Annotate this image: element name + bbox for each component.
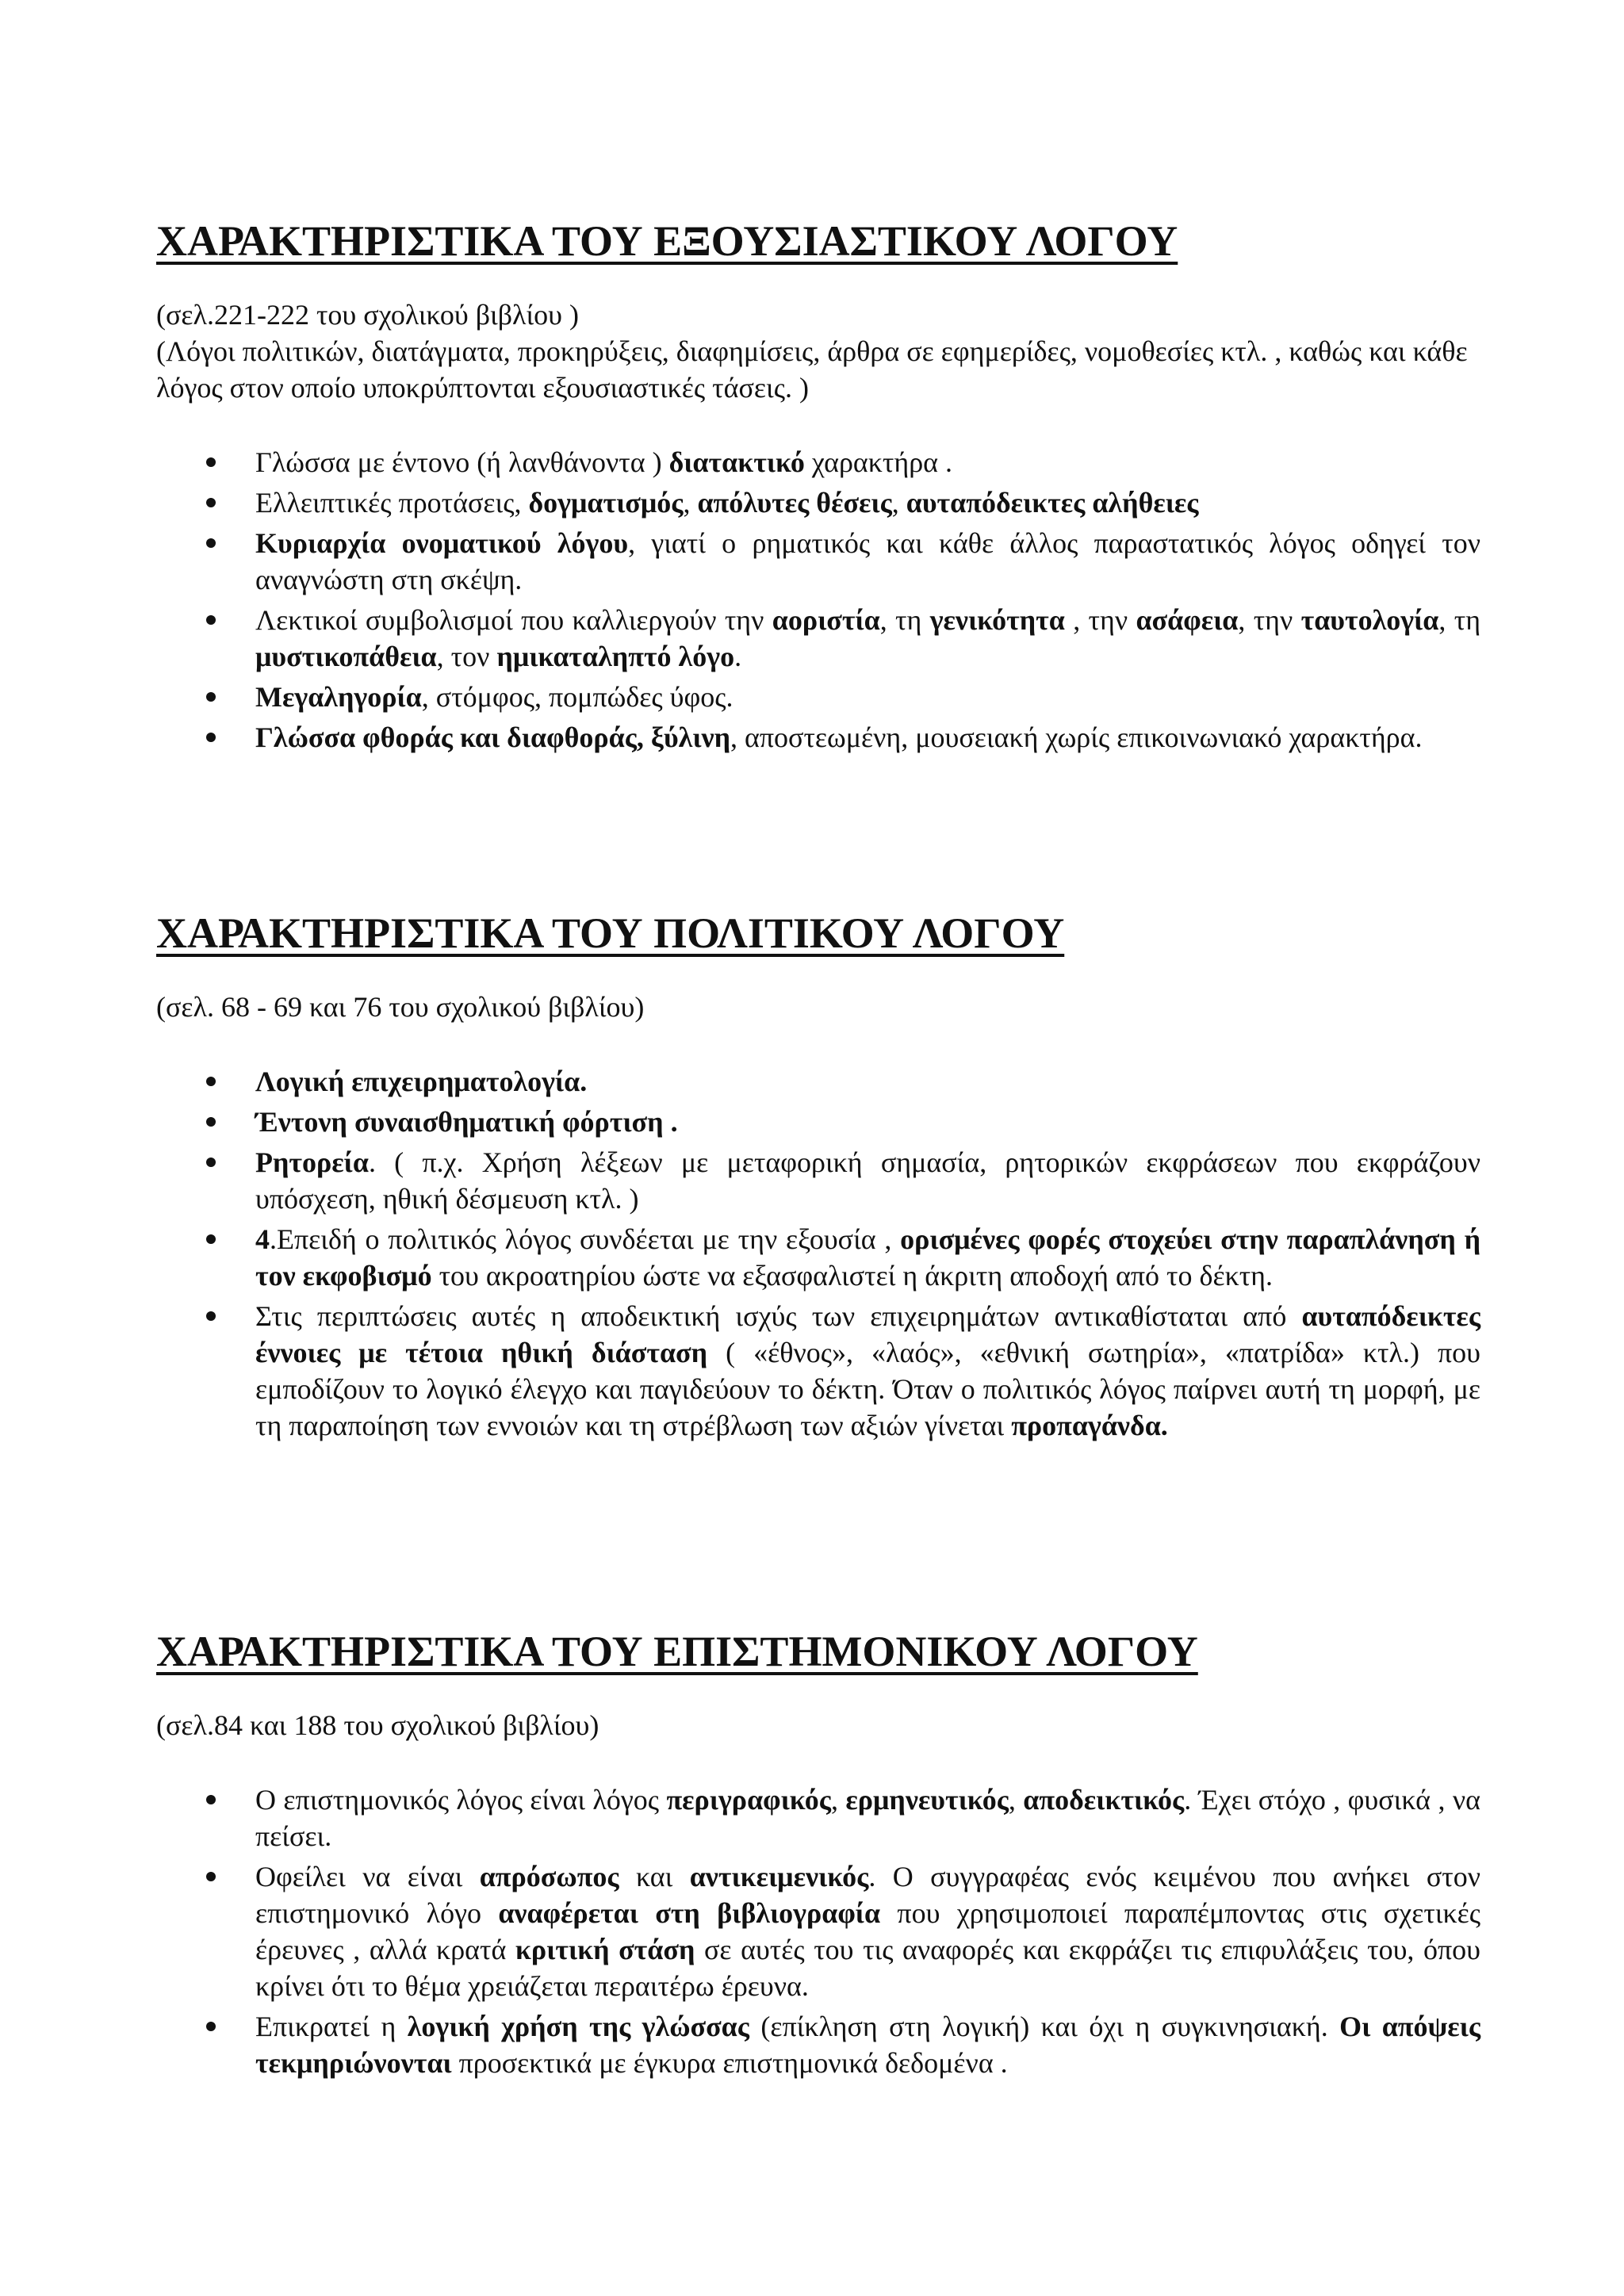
text-segment: , — [830, 1784, 846, 1816]
text-segment: , τον — [436, 641, 497, 673]
bold-text: περιγραφικός — [666, 1784, 831, 1816]
bullet-list — [156, 444, 1480, 756]
bullet-dot-icon — [206, 2022, 216, 2031]
bold-text: μυστικοπάθεια — [255, 641, 437, 673]
intro-line: (σελ.84 και 188 του σχολικού βιβλίου) — [156, 1709, 599, 1742]
bold-text: αοριστία — [772, 604, 880, 637]
intro-line: (σελ. 68 - 69 και 76 του σχολικού βιβλίου) — [156, 991, 645, 1024]
bold-text: Έντονη συναισθηματική φόρτιση . — [255, 1106, 678, 1138]
bullet-dot-icon — [206, 538, 216, 548]
bullet-dot-icon — [206, 733, 216, 742]
text-segment: και — [619, 1861, 690, 1893]
bullet-dot-icon — [206, 1117, 216, 1127]
bullet-item — [156, 1104, 1480, 1140]
text-segment: , την — [1238, 604, 1301, 637]
text-segment: χαρακτήρα . — [804, 446, 953, 479]
text-segment: Επικρατεί η — [255, 2011, 408, 2043]
bullet-dot-icon — [206, 1077, 216, 1086]
section-heading: ΧΑΡΑΚΤΗΡΙΣΤΙΚΑ ΤΟΥ ΠΟΛΙΤΙΚΟΥ ΛΟΓΟΥ — [156, 909, 1065, 957]
bullet-item — [156, 484, 1480, 521]
bullet-dot-icon — [206, 1872, 216, 1881]
bold-text: κριτική στάση — [515, 1934, 695, 1966]
bullet-item — [156, 719, 1480, 756]
bullet-dot-icon — [206, 1795, 216, 1804]
bold-text: προπαγάνδα. — [1011, 1410, 1168, 1442]
bold-text: Μεγαληγορία — [255, 681, 422, 714]
bullet-item — [156, 602, 1480, 675]
bullet-item — [156, 525, 1480, 598]
bullet-dot-icon — [206, 1234, 216, 1244]
text-segment: Ελλειπτικές προτάσεις, — [255, 487, 529, 519]
bullet-list — [156, 1063, 1480, 1444]
intro-line: (σελ.221-222 του σχολικού βιβλίου ) — [156, 299, 579, 331]
text-segment: . ( π.χ. Χρήση λέξεων με μεταφορική σημασία, ρητορικών εκφράσεων που εκφράζουν υπόσχεση, ηθική δέσμευση κτλ. ) — [255, 1146, 1480, 1215]
text-segment: , — [891, 487, 906, 519]
bullet-item — [156, 1298, 1480, 1444]
bullet-item — [156, 1221, 1480, 1294]
text-segment: .Επειδή ο πολιτικός λόγος συνδέεται με την εξουσία , — [270, 1223, 901, 1256]
bold-text: Λογική επιχειρηματολογία. — [255, 1066, 588, 1098]
bold-text: αντικειμενικός — [689, 1861, 869, 1893]
text-segment: , — [1008, 1784, 1024, 1816]
bullet-dot-icon — [206, 1311, 216, 1321]
section-intro — [156, 1707, 1480, 1743]
section-heading: ΧΑΡΑΚΤΗΡΙΣΤΙΚΑ ΤΟΥ ΕΞΟΥΣΙΑΣΤΙΚΟΥ ΛΟΓΟΥ — [156, 217, 1178, 265]
bullet-dot-icon — [206, 1158, 216, 1167]
text-segment: του ακροατηρίου ώστε να εξασφαλιστεί η άκριτη αποδοχή από το δέκτη. — [431, 1260, 1274, 1292]
bold-text: απρόσωπος — [479, 1861, 619, 1893]
bold-text: διατακτικό — [668, 446, 805, 479]
text-segment: Στις περιπτώσεις αυτές η αποδεικτική ισχύς των επιχειρημάτων αντικαθίσταται από — [255, 1300, 1302, 1333]
bold-text: ταυτολογία — [1300, 604, 1439, 637]
bullet-item — [156, 679, 1480, 715]
bold-text: ασάφεια — [1136, 604, 1239, 637]
bold-text: ημικαταληπτό λόγο — [496, 641, 735, 673]
section-intro — [156, 297, 1480, 406]
text-segment: , τη — [879, 604, 930, 637]
bold-text: γενικότητα — [929, 604, 1065, 637]
text-segment: σε αυτές του τις αναφορές και εκφράζει τις επιφυλάξεις του, όπου κρίνει ότι το θέμα χρειάζεται περαιτέρω έρευνα. — [255, 1934, 1480, 2003]
text-segment: ( «έθνος», «λαός», «εθνική σωτηρία», «πατρίδα» κτλ.) που εμποδίζουν το λογικό έλεγχο και παγιδεύουν το δέκτη. Όταν ο πολιτικός λόγος παίρνει αυτή τη μορφή, με τη παραποίηση των εννοιών και τη στρέβλωση των αξιών γίνεται — [255, 1337, 1480, 1442]
text-segment: (επίκληση στη λογική) και όχι η συγκινησιακή. — [749, 2011, 1340, 2043]
bold-text: 4 — [255, 1223, 270, 1256]
section-political-discourse — [156, 910, 1480, 1448]
bold-text: Γλώσσα φθοράς και διαφθοράς, ξύλινη — [255, 721, 731, 754]
bullet-item — [156, 444, 1480, 480]
text-segment: , τη — [1438, 604, 1481, 637]
bullet-dot-icon — [206, 457, 216, 467]
bold-text: απόλυτες θέσεις — [697, 487, 892, 519]
text-segment: Ο επιστημονικός λόγος είναι λόγος — [255, 1784, 667, 1816]
bullet-list — [156, 1781, 1480, 2081]
bold-text: Ρητορεία — [255, 1146, 369, 1179]
text-segment: . Ο συγγραφέας ενός κειμένου που ανήκει στον επιστημονικό λόγο — [255, 1861, 1480, 1930]
bold-text: ερμηνευτικός — [845, 1784, 1009, 1816]
text-segment: , την — [1064, 604, 1136, 637]
bold-text: Οι απόψεις τεκμηριώνονται — [255, 2011, 1481, 2080]
bullet-dot-icon — [206, 498, 216, 507]
section-heading: ΧΑΡΑΚΤΗΡΙΣΤΙΚΑ ΤΟΥ ΕΠΙΣΤΗΜΟΝΙΚΟΥ ΛΟΓΟΥ — [156, 1628, 1198, 1675]
bullet-item — [156, 1781, 1480, 1854]
text-segment: . — [734, 641, 742, 673]
section-intro — [156, 989, 1480, 1025]
bold-text: λογική χρήση της γλώσσας — [407, 2011, 749, 2043]
bold-text: αναφέρεται στη βιβλιογραφία — [498, 1897, 881, 1930]
text-segment: , γιατί ο ρηματικός και κάθε άλλος παραστατικός λόγος οδηγεί τον αναγνώστη στη σκέψη. — [255, 527, 1480, 596]
text-segment: Γλώσσα με έντονο (ή λανθάνοντα ) — [255, 446, 669, 479]
text-segment: προσεκτικά με έγκυρα επιστημονικά δεδομένα . — [451, 2047, 1008, 2080]
bullet-item — [156, 1063, 1480, 1100]
bold-text: Κυριαρχία ονοματικού λόγου — [255, 527, 629, 560]
text-segment: . Έχει στόχο , φυσικά , να πείσει. — [255, 1784, 1480, 1853]
bold-text: αυταπόδεικτες αλήθειες — [906, 487, 1199, 519]
section-authoritarian-discourse — [156, 218, 1480, 760]
bullet-item — [156, 1144, 1480, 1217]
text-segment: , — [683, 487, 698, 519]
text-segment: , αποστεωμένη, μουσειακή χωρίς επικοινωνιακό χαρακτήρα. — [730, 721, 1423, 754]
bullet-dot-icon — [206, 692, 216, 702]
section-scientific-discourse — [156, 1628, 1480, 2085]
bold-text: ορισμένες φορές στοχεύει στην παραπλάνηση ή τον εκφοβισμό — [255, 1223, 1481, 1292]
intro-line: (Λόγοι πολιτικών, διατάγματα, προκηρύξεις, διαφημίσεις, άρθρα σε εφημερίδες, νομοθεσίες κτλ. , καθώς και κάθε λόγος στον οποίο υποκρύπτονται εξουσιαστικές τάσεις. ) — [156, 335, 1468, 404]
text-segment: Λεκτικοί συμβολισμοί που καλλιεργούν την — [255, 604, 772, 637]
text-segment: Οφείλει να είναι — [255, 1861, 480, 1893]
bullet-dot-icon — [206, 615, 216, 625]
bold-text: αυταπόδεικτες έννοιες με τέτοια ηθική διάσταση — [255, 1300, 1480, 1369]
text-segment: που χρησιμοποιεί παραπέμποντας στις σχετικές έρευνες , αλλά κρατά — [255, 1897, 1480, 1966]
bold-text: δογματισμός — [528, 487, 684, 519]
bold-text: αποδεικτικός — [1023, 1784, 1185, 1816]
text-segment: , στόμφος, πομπώδες ύφος. — [421, 681, 733, 714]
bullet-item — [156, 1858, 1480, 2004]
bullet-item — [156, 2008, 1480, 2081]
